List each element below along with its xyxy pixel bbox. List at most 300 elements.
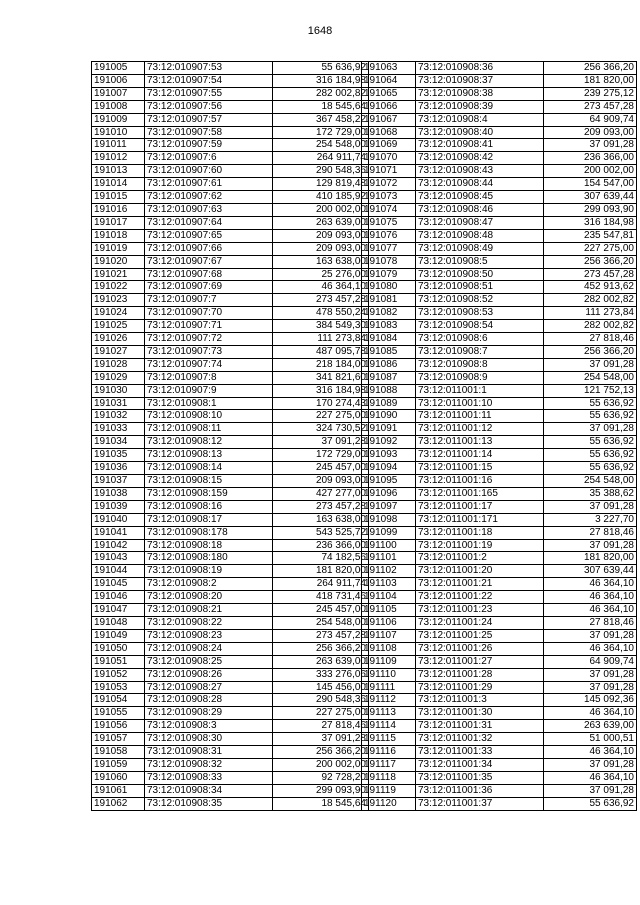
row-number-cell: 191077 xyxy=(362,242,416,255)
cadastral-number-cell: 73:12:010908:52 xyxy=(416,294,544,307)
row-number-cell: 191029 xyxy=(92,371,145,384)
value-cell: 478 550,24 xyxy=(273,307,369,320)
value-cell: 46 364,10 xyxy=(273,281,369,294)
table-row xyxy=(362,694,637,707)
cadastral-number-cell: 73:12:011001:16 xyxy=(416,475,544,488)
cadastral-number-cell: 73:12:011001:23 xyxy=(416,604,544,617)
cadastral-number-cell: 73:12:010908:8 xyxy=(416,358,544,371)
cadastral-table-right xyxy=(361,61,637,811)
cadastral-number-cell: 73:12:011001:28 xyxy=(416,668,544,681)
cadastral-number-cell: 73:12:010908:22 xyxy=(145,616,273,629)
value-cell: 239 275,12 xyxy=(544,87,637,100)
cadastral-number-cell: 73:12:011001:26 xyxy=(416,642,544,655)
table-row xyxy=(92,552,369,565)
table-row xyxy=(362,113,637,126)
row-number-cell: 191069 xyxy=(362,139,416,152)
cadastral-number-cell: 73:12:010908:17 xyxy=(145,513,273,526)
cadastral-number-cell: 73:12:010908:46 xyxy=(416,203,544,216)
table-row xyxy=(362,384,637,397)
cadastral-number-cell: 73:12:010908:9 xyxy=(416,371,544,384)
row-number-cell: 191093 xyxy=(362,449,416,462)
row-number-cell: 191092 xyxy=(362,436,416,449)
value-cell: 299 093,90 xyxy=(273,784,369,797)
row-number-cell: 191066 xyxy=(362,100,416,113)
cadastral-number-cell: 73:12:011001:19 xyxy=(416,539,544,552)
cadastral-number-cell: 73:12:010907:74 xyxy=(145,358,273,371)
row-number-cell: 191054 xyxy=(92,694,145,707)
value-cell: 27 818,46 xyxy=(273,720,369,733)
row-number-cell: 191019 xyxy=(92,242,145,255)
cadastral-number-cell: 73:12:010908:178 xyxy=(145,526,273,539)
table-row xyxy=(92,655,369,668)
value-cell: 227 275,00 xyxy=(273,410,369,423)
table-row xyxy=(92,539,369,552)
table-row xyxy=(92,410,369,423)
value-cell: 111 273,84 xyxy=(273,333,369,346)
cadastral-number-cell: 73:12:011001:2 xyxy=(416,552,544,565)
row-number-cell: 191051 xyxy=(92,655,145,668)
table-row xyxy=(92,771,369,784)
row-number-cell: 191056 xyxy=(92,720,145,733)
row-number-cell: 191072 xyxy=(362,178,416,191)
value-cell: 256 366,20 xyxy=(544,62,637,75)
row-number-cell: 191091 xyxy=(362,423,416,436)
row-number-cell: 191100 xyxy=(362,539,416,552)
table-row xyxy=(362,526,637,539)
table-row xyxy=(362,513,637,526)
table-row xyxy=(92,126,369,139)
cadastral-number-cell: 73:12:010907:7 xyxy=(145,294,273,307)
cadastral-number-cell: 73:12:010908:20 xyxy=(145,591,273,604)
row-number-cell: 191025 xyxy=(92,320,145,333)
row-number-cell: 191096 xyxy=(362,487,416,500)
cadastral-number-cell: 73:12:010908:54 xyxy=(416,320,544,333)
cadastral-number-cell: 73:12:011001:10 xyxy=(416,397,544,410)
row-number-cell: 191043 xyxy=(92,552,145,565)
value-cell: 55 636,92 xyxy=(544,410,637,423)
value-cell: 273 457,28 xyxy=(273,294,369,307)
value-cell: 384 549,30 xyxy=(273,320,369,333)
row-number-cell: 191086 xyxy=(362,358,416,371)
row-number-cell: 191017 xyxy=(92,216,145,229)
row-number-cell: 191095 xyxy=(362,475,416,488)
table-row xyxy=(362,74,637,87)
value-cell: 316 184,98 xyxy=(544,216,637,229)
cadastral-number-cell: 73:12:010907:9 xyxy=(145,384,273,397)
cadastral-number-cell: 73:12:010907:6 xyxy=(145,152,273,165)
row-number-cell: 191007 xyxy=(92,87,145,100)
cadastral-number-cell: 73:12:010908:16 xyxy=(145,500,273,513)
row-number-cell: 191062 xyxy=(92,797,145,810)
value-cell: 37 091,28 xyxy=(544,423,637,436)
table-row xyxy=(92,229,369,242)
row-number-cell: 191085 xyxy=(362,345,416,358)
cadastral-number-cell: 73:12:010907:73 xyxy=(145,345,273,358)
row-number-cell: 191031 xyxy=(92,397,145,410)
cadastral-number-cell: 73:12:011001:11 xyxy=(416,410,544,423)
cadastral-number-cell: 73:12:011001:13 xyxy=(416,436,544,449)
cadastral-number-cell: 73:12:010907:57 xyxy=(145,113,273,126)
table-row xyxy=(92,616,369,629)
cadastral-number-cell: 73:12:011001:21 xyxy=(416,578,544,591)
row-number-cell: 191048 xyxy=(92,616,145,629)
row-number-cell: 191060 xyxy=(92,771,145,784)
row-number-cell: 191055 xyxy=(92,707,145,720)
table-row xyxy=(362,333,637,346)
table-row xyxy=(362,87,637,100)
cadastral-number-cell: 73:12:010908:13 xyxy=(145,449,273,462)
row-number-cell: 191109 xyxy=(362,655,416,668)
row-number-cell: 191088 xyxy=(362,384,416,397)
cadastral-number-cell: 73:12:010908:43 xyxy=(416,165,544,178)
cadastral-number-cell: 73:12:010908:23 xyxy=(145,629,273,642)
page-number: 1648 xyxy=(307,25,333,37)
cadastral-number-cell: 73:12:010908:28 xyxy=(145,694,273,707)
value-cell: 55 636,92 xyxy=(544,436,637,449)
table-row xyxy=(92,216,369,229)
row-number-cell: 191065 xyxy=(362,87,416,100)
row-number-cell: 191120 xyxy=(362,797,416,810)
table-row xyxy=(92,462,369,475)
row-number-cell: 191090 xyxy=(362,410,416,423)
cadastral-number-cell: 73:12:011001:165 xyxy=(416,487,544,500)
table-row xyxy=(92,487,369,500)
row-number-cell: 191119 xyxy=(362,784,416,797)
table-row xyxy=(92,591,369,604)
table-row xyxy=(362,229,637,242)
table-row xyxy=(92,565,369,578)
value-cell: 227 275,00 xyxy=(273,707,369,720)
row-number-cell: 191107 xyxy=(362,629,416,642)
table-row xyxy=(92,423,369,436)
value-cell: 35 388,62 xyxy=(544,487,637,500)
row-number-cell: 191040 xyxy=(92,513,145,526)
cadastral-number-cell: 73:12:010908:2 xyxy=(145,578,273,591)
cadastral-number-cell: 73:12:010907:68 xyxy=(145,268,273,281)
cadastral-number-cell: 73:12:010907:63 xyxy=(145,203,273,216)
value-cell: 367 458,22 xyxy=(273,113,369,126)
value-cell: 200 002,00 xyxy=(273,758,369,771)
row-number-cell: 191036 xyxy=(92,462,145,475)
table-row xyxy=(362,578,637,591)
cadastral-number-cell: 73:12:011001:25 xyxy=(416,629,544,642)
table-row xyxy=(362,255,637,268)
value-cell: 172 729,00 xyxy=(273,126,369,139)
row-number-cell: 191046 xyxy=(92,591,145,604)
value-cell: 18 545,64 xyxy=(273,797,369,810)
value-cell: 46 364,10 xyxy=(544,746,637,759)
value-cell: 51 000,51 xyxy=(544,733,637,746)
cadastral-number-cell: 73:12:010908:15 xyxy=(145,475,273,488)
value-cell: 256 366,20 xyxy=(273,746,369,759)
cadastral-number-cell: 73:12:011001:30 xyxy=(416,707,544,720)
cadastral-number-cell: 73:12:010908:53 xyxy=(416,307,544,320)
table-row xyxy=(362,616,637,629)
table-row xyxy=(92,281,369,294)
cadastral-number-cell: 73:12:010908:33 xyxy=(145,771,273,784)
value-cell: 121 752,13 xyxy=(544,384,637,397)
value-cell: 64 909,74 xyxy=(544,655,637,668)
table-row xyxy=(92,681,369,694)
table-row xyxy=(362,629,637,642)
cadastral-number-cell: 73:12:010908:34 xyxy=(145,784,273,797)
row-number-cell: 191079 xyxy=(362,268,416,281)
table-row xyxy=(92,294,369,307)
table-row xyxy=(362,165,637,178)
table-row xyxy=(92,449,369,462)
table-row xyxy=(362,216,637,229)
value-cell: 264 911,74 xyxy=(273,152,369,165)
table-row xyxy=(92,307,369,320)
row-number-cell: 191044 xyxy=(92,565,145,578)
value-cell: 333 276,06 xyxy=(273,668,369,681)
row-number-cell: 191114 xyxy=(362,720,416,733)
value-cell: 256 366,20 xyxy=(544,255,637,268)
cadastral-number-cell: 73:12:011001:27 xyxy=(416,655,544,668)
table-row xyxy=(92,100,369,113)
value-cell: 410 185,92 xyxy=(273,191,369,204)
cadastral-number-cell: 73:12:011001:3 xyxy=(416,694,544,707)
table-row xyxy=(362,591,637,604)
cadastral-number-cell: 73:12:010908:12 xyxy=(145,436,273,449)
value-cell: 46 364,10 xyxy=(544,591,637,604)
cadastral-number-cell: 73:12:011001:22 xyxy=(416,591,544,604)
cadastral-number-cell: 73:12:010907:61 xyxy=(145,178,273,191)
table-row xyxy=(92,668,369,681)
table-row xyxy=(362,475,637,488)
value-cell: 200 002,00 xyxy=(544,165,637,178)
value-cell: 263 639,00 xyxy=(544,720,637,733)
cadastral-number-cell: 73:12:010908:47 xyxy=(416,216,544,229)
value-cell: 227 275,00 xyxy=(544,242,637,255)
cadastral-number-cell: 73:12:011001:36 xyxy=(416,784,544,797)
cadastral-number-cell: 73:12:010908:31 xyxy=(145,746,273,759)
cadastral-number-cell: 73:12:010907:62 xyxy=(145,191,273,204)
table-row xyxy=(362,487,637,500)
value-cell: 487 095,78 xyxy=(273,345,369,358)
value-cell: 163 638,00 xyxy=(273,255,369,268)
value-cell: 209 093,00 xyxy=(273,242,369,255)
value-cell: 307 639,44 xyxy=(544,565,637,578)
cadastral-number-cell: 73:12:010907:8 xyxy=(145,371,273,384)
row-number-cell: 191018 xyxy=(92,229,145,242)
row-number-cell: 191098 xyxy=(362,513,416,526)
value-cell: 25 276,00 xyxy=(273,268,369,281)
value-cell: 37 091,28 xyxy=(544,358,637,371)
row-number-cell: 191023 xyxy=(92,294,145,307)
row-number-cell: 191084 xyxy=(362,333,416,346)
cadastral-number-cell: 73:12:010908:29 xyxy=(145,707,273,720)
row-number-cell: 191037 xyxy=(92,475,145,488)
table-row xyxy=(92,139,369,152)
value-cell: 263 639,00 xyxy=(273,216,369,229)
value-cell: 264 911,74 xyxy=(273,578,369,591)
table-row xyxy=(362,436,637,449)
row-number-cell: 191068 xyxy=(362,126,416,139)
value-cell: 543 525,72 xyxy=(273,526,369,539)
table-row xyxy=(362,358,637,371)
row-number-cell: 191030 xyxy=(92,384,145,397)
cadastral-number-cell: 73:12:010907:59 xyxy=(145,139,273,152)
value-cell: 273 457,28 xyxy=(544,268,637,281)
table-row xyxy=(362,604,637,617)
value-cell: 254 548,00 xyxy=(544,475,637,488)
cadastral-number-cell: 73:12:010908:159 xyxy=(145,487,273,500)
cadastral-number-cell: 73:12:010908:3 xyxy=(145,720,273,733)
cadastral-number-cell: 73:12:010908:18 xyxy=(145,539,273,552)
value-cell: 254 548,00 xyxy=(273,139,369,152)
table-row xyxy=(92,178,369,191)
row-number-cell: 191071 xyxy=(362,165,416,178)
cadastral-number-cell: 73:12:010908:41 xyxy=(416,139,544,152)
table-row xyxy=(362,500,637,513)
value-cell: 3 227,70 xyxy=(544,513,637,526)
table-row xyxy=(362,320,637,333)
value-cell: 200 002,00 xyxy=(273,203,369,216)
cadastral-number-cell: 73:12:011001:37 xyxy=(416,797,544,810)
row-number-cell: 191078 xyxy=(362,255,416,268)
table-row xyxy=(92,358,369,371)
cadastral-number-cell: 73:12:011001:32 xyxy=(416,733,544,746)
row-number-cell: 191116 xyxy=(362,746,416,759)
table-row xyxy=(92,629,369,642)
row-number-cell: 191013 xyxy=(92,165,145,178)
cadastral-number-cell: 73:12:011001:20 xyxy=(416,565,544,578)
row-number-cell: 191057 xyxy=(92,733,145,746)
table-row xyxy=(362,281,637,294)
table-row xyxy=(92,707,369,720)
cadastral-number-cell: 73:12:011001:35 xyxy=(416,771,544,784)
cadastral-number-cell: 73:12:010908:36 xyxy=(416,62,544,75)
value-cell: 55 636,92 xyxy=(544,449,637,462)
cadastral-number-cell: 73:12:010907:65 xyxy=(145,229,273,242)
row-number-cell: 191022 xyxy=(92,281,145,294)
value-cell: 37 091,28 xyxy=(273,436,369,449)
value-cell: 273 457,28 xyxy=(544,100,637,113)
cadastral-number-cell: 73:12:010908:32 xyxy=(145,758,273,771)
cadastral-number-cell: 73:12:010908:10 xyxy=(145,410,273,423)
row-number-cell: 191039 xyxy=(92,500,145,513)
value-cell: 27 818,46 xyxy=(544,616,637,629)
table-row xyxy=(92,165,369,178)
table-row xyxy=(92,694,369,707)
table-row xyxy=(92,371,369,384)
value-cell: 37 091,28 xyxy=(544,758,637,771)
table-row xyxy=(92,345,369,358)
row-number-cell: 191113 xyxy=(362,707,416,720)
row-number-cell: 191111 xyxy=(362,681,416,694)
table-row xyxy=(362,152,637,165)
row-number-cell: 191106 xyxy=(362,616,416,629)
row-number-cell: 191064 xyxy=(362,74,416,87)
value-cell: 37 091,28 xyxy=(544,139,637,152)
table-row xyxy=(92,255,369,268)
cadastral-number-cell: 73:12:010907:66 xyxy=(145,242,273,255)
row-number-cell: 191015 xyxy=(92,191,145,204)
value-cell: 46 364,10 xyxy=(544,604,637,617)
value-cell: 27 818,46 xyxy=(544,333,637,346)
row-number-cell: 191070 xyxy=(362,152,416,165)
cadastral-number-cell: 73:12:010907:64 xyxy=(145,216,273,229)
table-row xyxy=(92,500,369,513)
table-row xyxy=(362,797,637,810)
row-number-cell: 191105 xyxy=(362,604,416,617)
row-number-cell: 191006 xyxy=(92,74,145,87)
row-number-cell: 191103 xyxy=(362,578,416,591)
value-cell: 282 002,82 xyxy=(544,320,637,333)
row-number-cell: 191101 xyxy=(362,552,416,565)
table-row xyxy=(362,565,637,578)
table-row xyxy=(362,462,637,475)
cadastral-number-cell: 73:12:010908:37 xyxy=(416,74,544,87)
cadastral-number-cell: 73:12:011001:34 xyxy=(416,758,544,771)
row-number-cell: 191083 xyxy=(362,320,416,333)
cadastral-number-cell: 73:12:011001:18 xyxy=(416,526,544,539)
cadastral-number-cell: 73:12:010908:51 xyxy=(416,281,544,294)
cadastral-number-cell: 73:12:010908:48 xyxy=(416,229,544,242)
table-row xyxy=(92,526,369,539)
row-number-cell: 191009 xyxy=(92,113,145,126)
cadastral-number-cell: 73:12:010908:27 xyxy=(145,681,273,694)
cadastral-number-cell: 73:12:010907:55 xyxy=(145,87,273,100)
table-row xyxy=(362,203,637,216)
table-row xyxy=(92,758,369,771)
row-number-cell: 191067 xyxy=(362,113,416,126)
cadastral-number-cell: 73:12:010908:4 xyxy=(416,113,544,126)
row-number-cell: 191074 xyxy=(362,203,416,216)
table-row xyxy=(92,87,369,100)
cadastral-number-cell: 73:12:011001:33 xyxy=(416,746,544,759)
value-cell: 245 457,00 xyxy=(273,462,369,475)
table-row xyxy=(362,707,637,720)
row-number-cell: 191080 xyxy=(362,281,416,294)
table-row xyxy=(362,552,637,565)
value-cell: 37 091,28 xyxy=(544,500,637,513)
cadastral-number-cell: 73:12:010908:44 xyxy=(416,178,544,191)
cadastral-number-cell: 73:12:010908:21 xyxy=(145,604,273,617)
row-number-cell: 191110 xyxy=(362,668,416,681)
table-row xyxy=(362,139,637,152)
value-cell: 145 092,36 xyxy=(544,694,637,707)
row-number-cell: 191089 xyxy=(362,397,416,410)
cadastral-number-cell: 73:12:010907:67 xyxy=(145,255,273,268)
table-row xyxy=(92,604,369,617)
table-row xyxy=(362,758,637,771)
row-number-cell: 191033 xyxy=(92,423,145,436)
row-number-cell: 191115 xyxy=(362,733,416,746)
table-row xyxy=(362,733,637,746)
table-row xyxy=(92,242,369,255)
cadastral-number-cell: 73:12:010908:14 xyxy=(145,462,273,475)
value-cell: 209 093,00 xyxy=(544,126,637,139)
value-cell: 46 364,10 xyxy=(544,578,637,591)
row-number-cell: 191081 xyxy=(362,294,416,307)
value-cell: 55 636,92 xyxy=(544,462,637,475)
row-number-cell: 191082 xyxy=(362,307,416,320)
value-cell: 18 545,64 xyxy=(273,100,369,113)
value-cell: 181 820,00 xyxy=(544,74,637,87)
row-number-cell: 191010 xyxy=(92,126,145,139)
cadastral-number-cell: 73:12:010907:69 xyxy=(145,281,273,294)
value-cell: 37 091,28 xyxy=(544,668,637,681)
table-row xyxy=(362,100,637,113)
cadastral-number-cell: 73:12:011001:29 xyxy=(416,681,544,694)
value-cell: 163 638,00 xyxy=(273,513,369,526)
table-row xyxy=(92,397,369,410)
value-cell: 37 091,28 xyxy=(544,784,637,797)
cadastral-number-cell: 73:12:011001:24 xyxy=(416,616,544,629)
row-number-cell: 191012 xyxy=(92,152,145,165)
